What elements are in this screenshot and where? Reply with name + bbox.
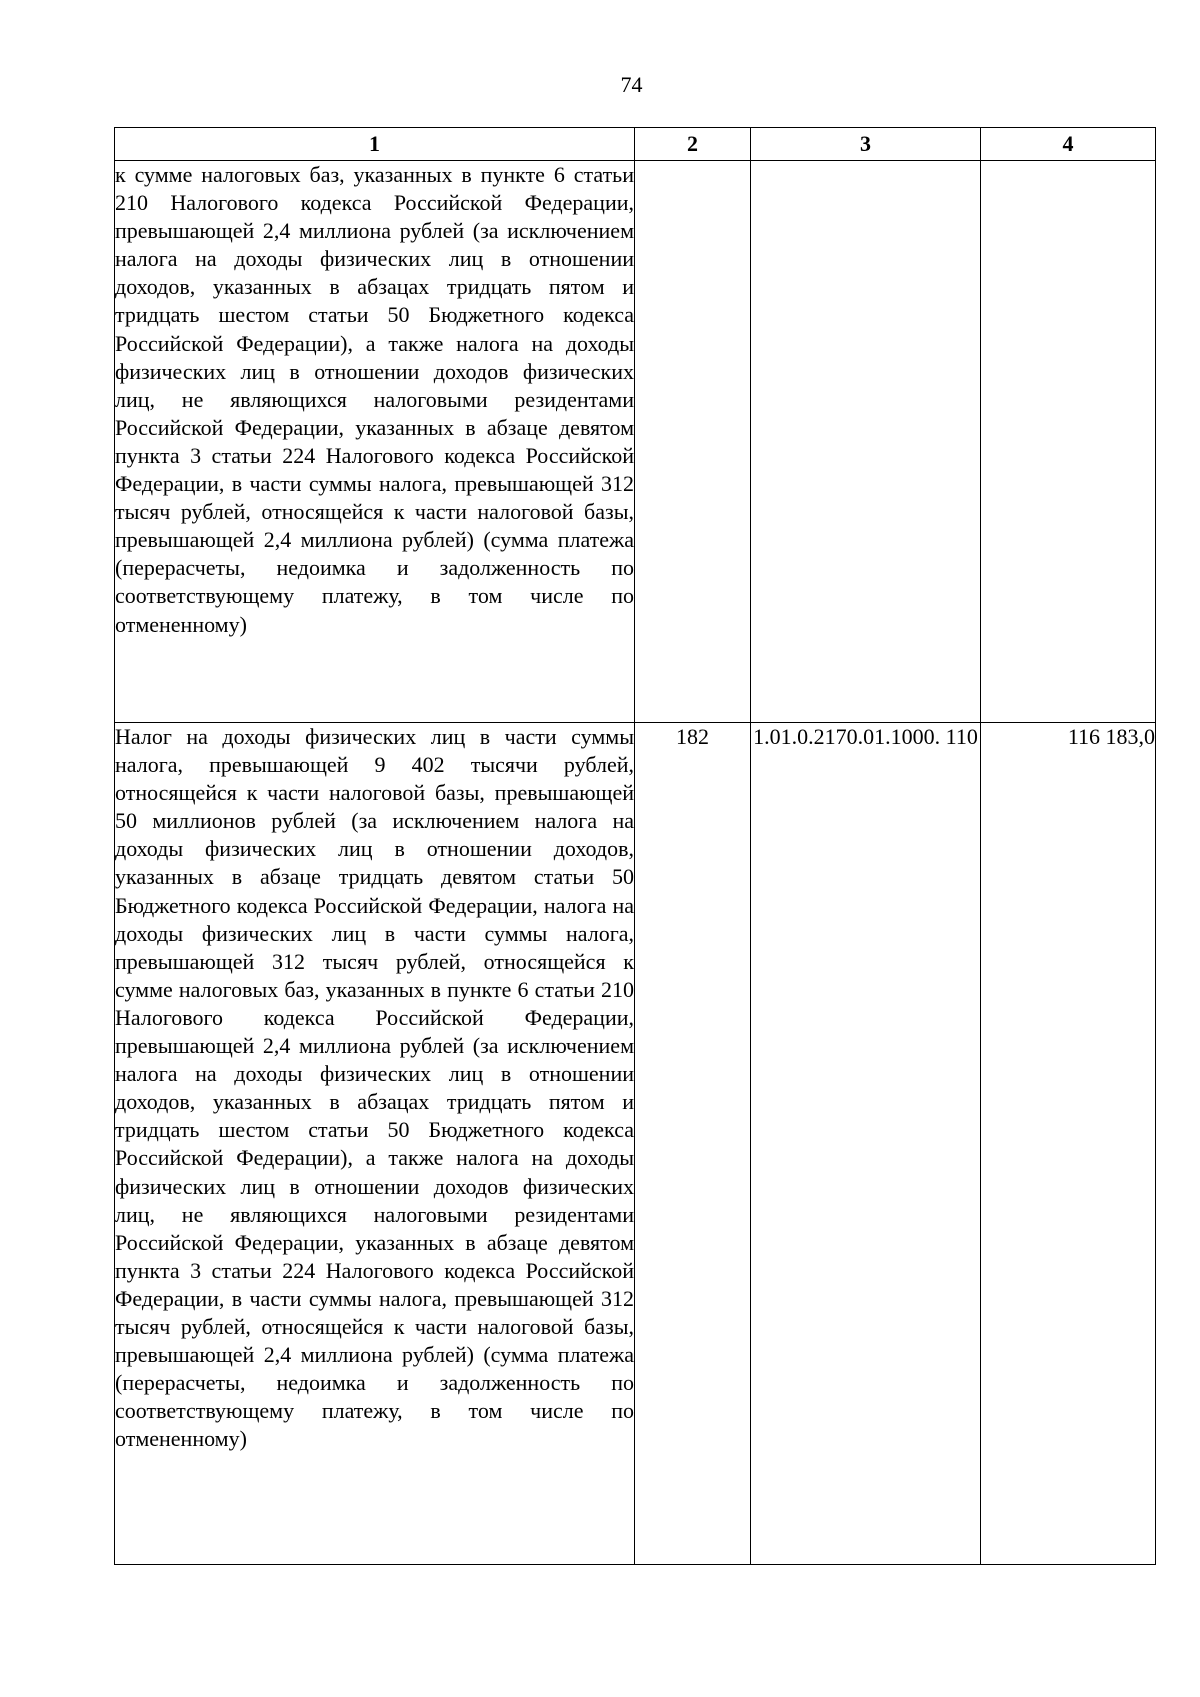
- column-header-2: 2: [635, 128, 751, 161]
- row-amount: [981, 161, 1156, 723]
- column-header-4: 4: [981, 128, 1156, 161]
- column-header-3: 3: [751, 128, 981, 161]
- row-description: Налог на доходы физических лиц в части суммы налога, превышающей 9 402 тысячи рублей, относящейся к части налоговой базы, превышающей 50 миллионов рублей (за исключением налога на доходы физических лиц в отношении доходов, указанных в абзаце тридцать девятом статьи 50 Бюджетного кодекса Российской Федерации, налога на доходы физических лиц в части суммы налога, превышающей 312 тысяч рублей, относящейся к сумме налоговых баз, указанных в пункте 6 статьи 210 Налогового кодекса Российской Федерации, превышающей 2,4 миллиона рублей (за исключением налога на доходы физических лиц в отношении доходов, указанных в абзацах тридцать пятом и тридцать шестом статьи 50 Бюджетного кодекса Российской Федерации), а также налога на доходы физических лиц в отношении доходов физических лиц, не являющихся налоговыми резидентами Российской Федерации, указанных в абзаце девятом пункта 3 статьи 224 Налогового кодекса Российской Федерации, в части суммы налога, превышающей 312 тысяч рублей, относящейся к части налоговой базы, превышающей 2,4 миллиона рублей) (сумма платежа (перерасчеты, недоимка и задолженность по соответствующему платежу, в том числе по отмененному): [115, 724, 634, 1452]
- row-description-cell: [115, 161, 635, 723]
- table-row: [115, 723, 1156, 1565]
- page-number: 74: [620, 72, 643, 97]
- row-description-cell: [115, 723, 635, 1565]
- table-header-row: [115, 128, 1156, 161]
- row-description: к сумме налоговых баз, указанных в пункте 6 статьи 210 Налогового кодекса Российской Федерации, превышающей 2,4 миллиона рублей (за исключением налога на доходы физических лиц в отношении доходов, указанных в абзацах тридцать пятом и тридцать шестом статьи 50 Бюджетного кодекса Российской Федерации), а также налога на доходы физических лиц в отношении доходов физических лиц, не являющихся налоговыми резидентами Российской Федерации, указанных в абзаце девятом пункта 3 статьи 224 Налогового кодекса Российской Федерации, в части суммы налога, превышающей 312 тысяч рублей, относящейся к части налоговой базы, превышающей 2,4 миллиона рублей) (сумма платежа (перерасчеты, недоимка и задолженность по соответствующему платежу, в том числе по отмененному): [115, 162, 634, 637]
- row-admin-code: [635, 161, 751, 723]
- budget-revenue-table: [114, 127, 1156, 1565]
- row-admin-code: 182: [635, 723, 751, 1565]
- column-header-1: 1: [115, 128, 635, 161]
- table-row: [115, 161, 1156, 723]
- row-amount: 116 183,0: [981, 723, 1156, 1565]
- row-kbk-code: 1.01.0.2170.01.1000. 110: [751, 723, 981, 1565]
- row-kbk-code: [751, 161, 981, 723]
